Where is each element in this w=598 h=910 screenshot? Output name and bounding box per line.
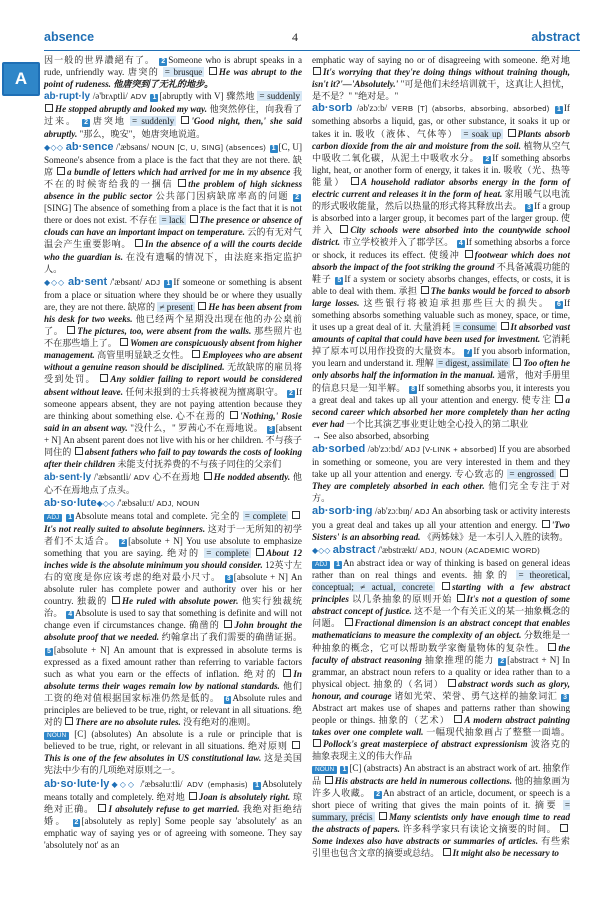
- entry-absolute: ab·so·lute◆◇◇ /'æbsəluːt/ ADJ, NOUN ADJ 1 Absolute means total and complete. 完全的 = complete It's not really suited to absolute beginners. 这对于一无所知的初学者们不太适合。 2 [absolute + N] You use absolute to emphasize something that you are saying. 绝对的 = complete About 12 inches wide is the absolute minimum you should consider. 12英寸左右的宽度是你应该考虑的绝对最小尺寸。 3 [absolute + N] An absolute ruler has complete power and authority over his or her country. 独裁的 He ruled with absolute power. 他实行独裁统治。 4 Absolute is used to say that something is definite and will not change even if circumstances change. 确凿的 John brought the absolute proof that we needed. 约翰拿出了我们需要的确凿证据。 5 [absolute + N] An amount that is expressed in absolute terms is expressed as a fixed amount rather than referring to variable factors such as what you earn or the effects of inflation. 绝对的 In absolute terms their wages remain low by national standards. 他们工资的绝对值根据国家标准仍然是低的。 6 Absolute rules and principles are believed to be true, right, or relevant in all situations. 绝对的 There are no absolute rules. 没有绝对的准则。 NOUN [C] (absolutes) An absolute is a rule or principle that is believed to be true, right, or relevant in all situations. 绝对原则 This is one of the few absolutes in US constitutional law. 这是美国宪法中少有的几项绝对原则之一。: [44, 497, 303, 776]
- page-header: [0, 6, 598, 48]
- entry-absently: ab·sent·ly /'æbsəntli/ ADV 心不在焉地 He nodded absently. 他心不在焉地点了点头。: [44, 472, 302, 496]
- pos-tag: ADJ: [44, 514, 62, 522]
- headword: ab·sent·ly: [44, 472, 92, 484]
- headword: ab·sorb·ing: [312, 505, 373, 518]
- headword: ab·sorbed: [312, 443, 366, 455]
- entry-absorb: ab·sorb /əb'zɔːb/ VERB [T] (absorbs, absorbing, absorbed) 1 If something absorbs a liquid, gas, or other substance, it soaks it up or takes it in. 吸收（液体、气体等） = soak up Plants absorb carbon dioxide from the air and moisture from the soil. 植物从空气中吸收二氧化碳，从泥土中吸收水分。 2 If something absorbs light, heat, or another form of energy, it takes it in. 吸收（光、热等能量） A household radiator absorbs energy in the form of electric current and releases it in the form of heat. 家用暖气以电流的形式吸收能量，然后以热量的形式将其释放出去。 3 If a group is absorbed into a larger group, it becomes part of the larger group. 使并入 City schools were absorbed into the countywide school district. 市立学校被并入了郡学区。 4 If something absorbs a force or shock, it reduces its effect. 使缓冲 footwear which does not absorb the impact of the foot striking the ground 不具备减震功能的鞋子 5 If a system or society absorbs changes, effects, or costs, it is able to deal with them. 承担 The banks would be forced to absorb large losses. 这些银行将被迫承担那些巨大的损失。 6 If something absorbs something valuable such as money, space, or time, it uses up a great deal of it. 大量消耗 = consume It absorbed vast amounts of capital that could have been used for investment. 它消耗掉了原本可以用作投资的大量资本。 7 If you absorb information, you learn and understand it. 理解 = digest, assimilate Too often he only absorbs half the information in the manual. 通常，他对手册里的信息只是一知半解。 8 If something absorbs you, it interests you a great deal and takes up all your attention and energy. 使专注 a second career which absorbed her more completely than her acting ever had 一个比其演艺事业更让她全心投入的第二职业 → See also absorbed, absorbing: [312, 102, 571, 441]
- right-running-headword: abstract: [531, 30, 580, 44]
- headword: ab·sent: [68, 275, 108, 288]
- entry-absolutely: ab·so·lute·ly◆◇◇ /'æbsəluːtli/ ADV (emphasis) 1 Absolutely means totally and completely. 绝对地 Joan is absolutely right. 琼绝对正确。 I absolutely refuse to get married. 我绝对拒绝结婚。 2 [absolutely as reply] Some people say 'absolutely' as an emphatic way of saying yes or of agreeing with someone. They say 'absolutely not' as an: [44, 777, 302, 850]
- see-also-link[interactable]: → See also absorbed, absorbing: [312, 430, 429, 441]
- headword: abstract: [332, 543, 376, 556]
- header-rule: [44, 50, 580, 51]
- headword: ab·so·lute·ly: [44, 777, 110, 790]
- entry-absent: ◆◇◇ ab·sent /'æbsənt/ ADJ 1 If someone or something is absent from a place or situation where they should be or where they usually are, they are not there. 缺席的 ≠ present He has been absent from his desk for two weeks. 他已经两个星期没出现在他的办公桌前了。 The pictures, too, were absent from the walls. 那些照片也不在那些墙上了。 Women are conspicuously absent from higher management. 高管里明显缺乏女性。 Employees who are absent without a genuine reason should be disciplined. 无故缺席的雇员将受到处罚。 Any soldier failing to report would be considered absent without leave. 任何未报到的士兵将被视为擅离职守。 2 If someone appears absent, they are not paying attention because they are thinking about something else. 心不在焉的 'Nothing,' Rosie said in an absent way. "没什么，" 罗茜心不在焉地说。 3 [absent + N] An absent parent does not live with his or her children. 不与孩子同住的 absent fathers who fail to pay towards the costs of looking after their children 未能支付抚养费的不与孩子同住的父亲们: [44, 275, 303, 470]
- right-column: [312, 54, 570, 860]
- continued-text: 因一般的世界讚絕有了。 2 Someone who is abrupt speaks in a rude, unfriendly way. 唐突的 = brusque He was abrupt to the point of rudeness. 他唐突到了无礼的地步。: [44, 55, 303, 90]
- headword: ab·rupt·ly: [44, 91, 91, 103]
- headword: ab·so·lute: [44, 497, 97, 510]
- entry-absence: ◆◇◇ ab·sence /'æbsəns/ NOUN [C, U, SING] (absences) 1 [C, U] Someone's absence from a place is the fact that they are not there. 缺席 a bundle of letters which had arrived for me in my absence 我不在的时候寄给我的一捆信 the problem of high sickness absence in the public sector 公共部门因病缺席率高的问题 2[SING] The absence of something from a place is the fact that it is not there or does not exist. 不存在 = lack The presence or absence of clouds can have an important impact on temperature. 云的有无对气温会产生重要影响。 In the absence of a will the courts decide who the guardian is. 在没有遗嘱的情况下，由法庭来指定监护人。: [44, 140, 302, 274]
- entry-abruptly: ab·rupt·ly /ə'brʌptli/ ADV 1 [abruptly with V] 骤然地 = suddenly He stopped abruptly and looked my way. 他突然停住，向我看了过来。 2 唐突地 = suddenly 'Good night, then,' she said abruptly. "那么，晚安"，她唐突地说道。: [44, 91, 302, 139]
- left-column: [44, 54, 302, 852]
- pos-tag: NOUN: [44, 732, 69, 740]
- headword: ab·sence: [65, 140, 114, 153]
- pos-tag: NOUN: [312, 766, 337, 774]
- frequency-stars: ◆◇◇: [44, 142, 64, 152]
- pos-tag: ADJ: [312, 561, 330, 569]
- page-number: 4: [292, 30, 298, 44]
- entry-absorbing: ab·sorb·ing /əb'zɔːbɪŋ/ ADJ An absorbing task or activity interests you a great deal and takes up all your attention and energy. 'Two Sisters' is an absorbing read. 《两姊妹》是一本引人入胜的读物。: [312, 505, 571, 542]
- section-letter-tab[interactable]: A: [2, 62, 40, 96]
- entry-absorbed: ab·sorbed /əb'zɔːbd/ ADJ [V-LINK + absorbed] If you are absorbed in something or someone, you are very interested in them and they take up all your attention and energy. 专心致志的 = engrossed They are completely absorbed in each other. 他们完全专注于对方。: [312, 443, 571, 504]
- synonym-box: = brusque: [164, 67, 203, 78]
- left-running-headword: absence: [44, 30, 95, 44]
- entry-abstract: ◆◇◇ abstract /'æbstrækt/ ADJ, NOUN (ACADEMIC WORD) ADJ 1 An abstract idea or way of thinking is based on general ideas rather than on real things and events. 抽象的 = theoretical, conceptual; ≠ actual, concrete starting with a few abstract principles 以几条抽象的原则开始 It's not a question of some abstract concept of justice. 这不是一个有关正义的某一抽象概念的问题。 Fractional dimension is an abstract concept that enables mathematicians to measure the complexity of an object. 分数维是一种抽象的概念，它可以帮助数学家衡量物体的复杂性。 the faculty of abstract reasoning 抽象推理的能力 2 [abstract + N] In grammar, an abstract noun refers to a quality or idea rather than to a physical object. 抽象的（名词） abstract words such as glory, honour, and courage 诸如光荣、荣誉、勇气这样的抽象词汇 3Abstract art makes use of shapes and patterns rather than showing people or things. 抽象的（艺术） A modern abstract painting takes over one complete wall. 一幅现代抽象画占了整整一面墙。 Pollock's great masterpiece of abstract expressionism 波洛克的抽象表现主义的伟大作品 NOUN 1 [C] (abstracts) An abstract is an abstract work of art. 抽象作品 His abstracts are held in numerous collections. 他的抽象画为许多人收藏。 2 An abstract of an article, document, or speech is a short piece of writing that gives the main points of it. 摘要 = summary, précis Many scientists only have enough time to read the abstracts of papers. 许多科学家只有读论文摘要的时间。 Some indexes also have abstracts or summaries of articles. 有些索引里也包含文章的摘要或总结。 It might also be necessary to: [312, 543, 571, 859]
- continued-text: emphatic way of saying no or of disagreeing with someone. 绝对地 It's worrying that they're doing things without training though, isn't it?'—'Absolutely.' "可是他们未经培训就干，这真让人担忧，是不是？" "绝对是。": [312, 55, 570, 102]
- headword: ab·sorb: [312, 102, 353, 115]
